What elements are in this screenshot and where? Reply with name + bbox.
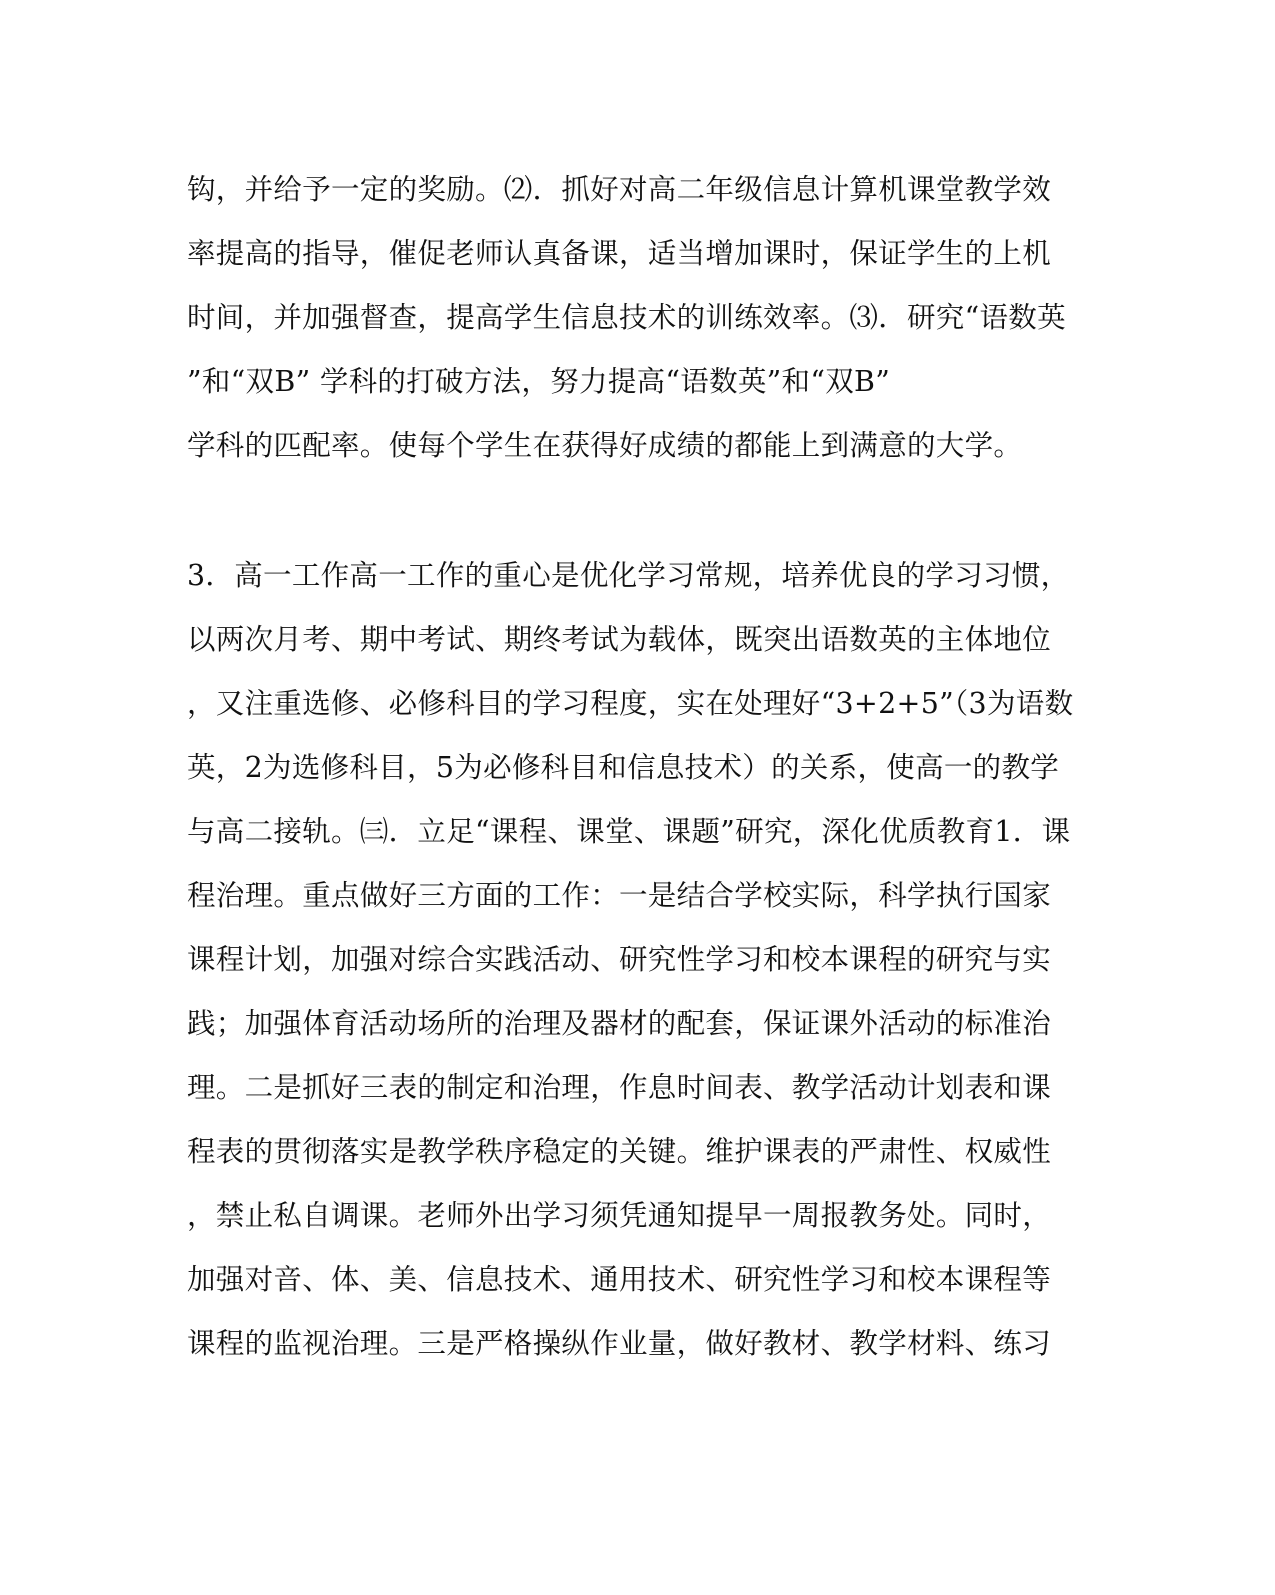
text-line: 课程的监视治理。三是严格操纵作业量，做好教材、教学材料、练习 <box>187 1327 1052 1360</box>
text-line: 课程计划，加强对综合实践活动、研究性学习和校本课程的研究与实 <box>187 943 1052 976</box>
text-line: 以两次月考、期中考试、期终考试为载体，既突出语数英的主体地位 <box>187 623 1052 656</box>
text-line: ，又注重选修、必修科目的学习程度，实在处理好“3+2+5”（3为语数 <box>187 687 1074 720</box>
text-line: 与高二接轨。㈢．立足“课程、课堂、课题”研究，深化优质教育1．课 <box>187 815 1071 848</box>
text-line: 理。二是抓好三表的制定和治理，作息时间表、教学活动计划表和课 <box>187 1071 1052 1104</box>
text-line: 践；加强体育活动场所的治理及器材的配套，保证课外活动的标准治 <box>187 1007 1052 1040</box>
text-line: ，禁止私自调课。老师外出学习须凭通知提早一周报教务处。同时， <box>187 1199 1052 1232</box>
text-line: ”和“双B” 学科的打破方法，努力提高“语数英”和“双B” <box>187 365 891 398</box>
text-line: 程表的贯彻落实是教学秩序稳定的关键。维护课表的严肃性、权威性 <box>187 1135 1052 1168</box>
text-line: 英，2为选修科目，5为必修科目和信息技术）的关系，使高一的教学 <box>187 751 1060 784</box>
text-line: 率提高的指导，催促老师认真备课，适当增加课时，保证学生的上机 <box>187 237 1052 270</box>
text-line: 程治理。重点做好三方面的工作：一是结合学校实际，科学执行国家 <box>187 879 1052 912</box>
text-line: 加强对音、体、美、信息技术、通用技术、研究性学习和校本课程等 <box>187 1263 1052 1296</box>
text-line: 3．高一工作高一工作的重心是优化学习常规，培养优良的学习习惯， <box>187 559 1070 592</box>
text-line: 时间，并加强督查，提高学生信息技术的训练效率。⑶．研究“语数英 <box>187 301 1066 334</box>
text-line: 学科的匹配率。使每个学生在获得好成绩的都能上到满意的大学。 <box>187 429 1023 462</box>
text-line: 钩，并给予一定的奖励。⑵．抓好对高二年级信息计算机课堂教学效 <box>187 173 1052 206</box>
